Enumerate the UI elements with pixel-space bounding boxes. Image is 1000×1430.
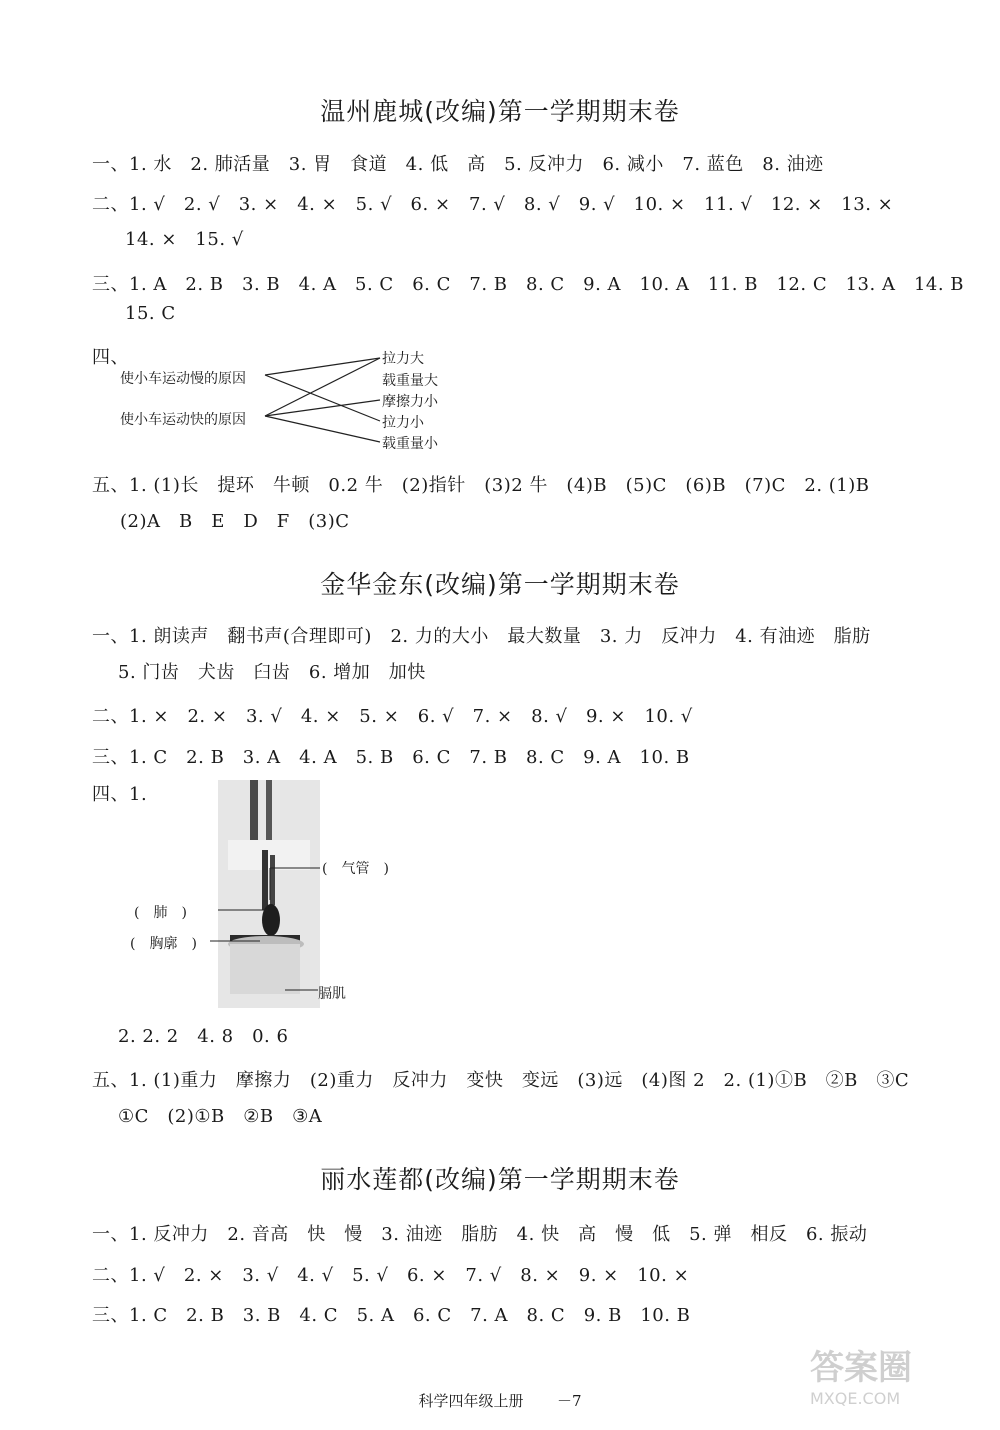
answer-line: 四、1. — [92, 784, 148, 805]
answer-line: ①C (2)①B ②B ③A — [118, 1106, 323, 1127]
section-title: 温州鹿城(改编)第一学期期末卷 — [320, 97, 680, 126]
figure-pointer-lines — [210, 860, 330, 1000]
answer-line: 15. C — [125, 303, 176, 324]
answer-line: 五、1. (1)重力 摩擦力 (2)重力 反冲力 变快 变远 (3)远 (4)图 2 2. (1)①B ②B ③C — [92, 1070, 910, 1091]
answer-line: 2. 2. 2 4. 8 0. 6 — [118, 1026, 289, 1047]
section-title: 丽水莲都(改编)第一学期期末卷 — [320, 1165, 680, 1194]
label-trachea: ( 气管 ) — [322, 861, 389, 877]
section-title: 金华金东(改编)第一学期期末卷 — [320, 570, 680, 599]
answer-line: (2)A B E D F (3)C — [120, 511, 350, 532]
answer-line: 三、1. C 2. B 3. B 4. C 5. A 6. C 7. A 8. C 9. B 10. B — [92, 1305, 691, 1326]
match-left-slow: 使小车运动慢的原因 — [120, 371, 246, 387]
answer-line: 14. × 15. √ — [125, 229, 244, 250]
match-lines — [260, 350, 385, 450]
answer-line: 三、1. C 2. B 3. A 4. A 5. B 6. C 7. B 8. C 9. A 10. B — [92, 747, 690, 768]
answer-line: 一、1. 水 2. 肺活量 3. 胃 食道 4. 低 高 5. 反冲力 6. 减小 7. 蓝色 8. 油迹 — [92, 154, 824, 175]
watermark-logo: 答案圈 MXQE.COM — [810, 1348, 912, 1408]
answer-line: 二、1. √ 2. √ 3. × 4. × 5. √ 6. × 7. √ 8. √ 9. √ 10. × 11. √ 12. × 13. × — [92, 194, 894, 215]
answer-line: 四、 — [92, 347, 129, 368]
label-thorax: ( 胸廓 ) — [130, 936, 197, 952]
match-left-fast: 使小车运动快的原因 — [120, 412, 246, 428]
match-right-4: 拉力小 — [382, 415, 424, 431]
footer-book: 科学四年级上册 — [418, 1392, 524, 1410]
match-right-3: 摩擦力小 — [382, 394, 438, 410]
match-right-2: 载重量大 — [382, 373, 438, 389]
label-diaphragm: 膈肌 — [318, 986, 346, 1002]
footer-page-number: －7 — [557, 1392, 582, 1410]
answer-line: 二、1. √ 2. × 3. √ 4. √ 5. √ 6. × 7. √ 8. × 9. × 10. × — [92, 1265, 690, 1286]
answer-line: 一、1. 反冲力 2. 音高 快 慢 3. 油迹 脂肪 4. 快 高 慢 低 5. 弹 相反 6. 振动 — [92, 1224, 868, 1245]
answer-line: 5. 门齿 犬齿 臼齿 6. 增加 加快 — [118, 662, 426, 683]
answer-line: 二、1. × 2. × 3. √ 4. × 5. × 6. √ 7. × 8. √ 9. × 10. √ — [92, 706, 693, 727]
answer-line: 五、1. (1)长 提环 牛顿 0.2 牛 (2)指针 (3)2 牛 (4)B (5)C (6)B (7)C 2. (1)B — [92, 475, 870, 496]
answer-line: 一、1. 朗读声 翻书声(合理即可) 2. 力的大小 最大数量 3. 力 反冲力 4. 有油迹 脂肪 — [92, 626, 871, 647]
match-right-5: 载重量小 — [382, 436, 438, 452]
answer-line: 三、1. A 2. B 3. B 4. A 5. C 6. C 7. B 8. C 9. A 10. A 11. B 12. C 13. A 14. B — [92, 274, 965, 295]
match-right-1: 拉力大 — [382, 351, 424, 367]
label-lung: ( 肺 ) — [134, 905, 187, 921]
